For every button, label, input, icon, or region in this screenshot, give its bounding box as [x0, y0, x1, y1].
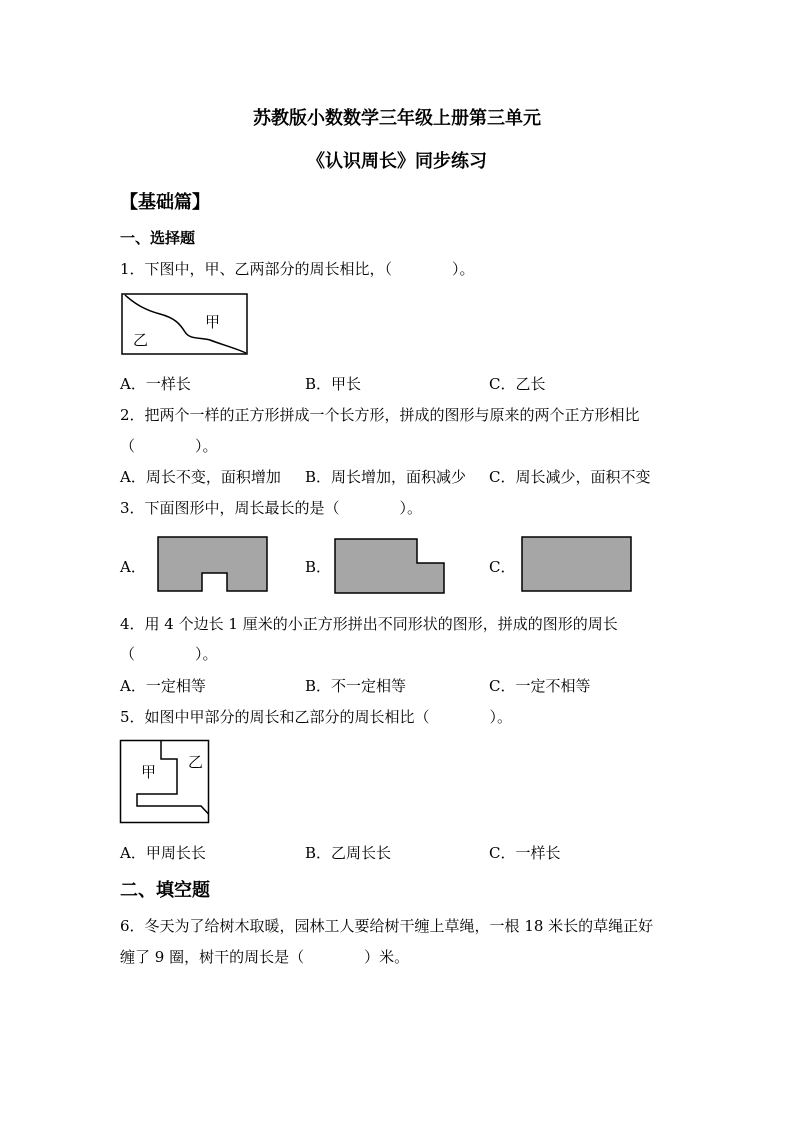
q1-option-a: A．一样长 — [120, 375, 191, 393]
q5-label-yi: 乙 — [188, 753, 204, 771]
q3-shape-a — [157, 536, 269, 593]
q2-text-line1: 2．把两个一样的正方形拼成一个长方形，拼成的图形与原来的两个正方形相比 — [120, 406, 640, 424]
q3-text: 3．下面图形中，周长最长的是（ ）。 — [120, 499, 423, 517]
q2-option-c: C．周长减少，面积不变 — [489, 468, 651, 486]
q5-option-c: C．一样长 — [489, 844, 561, 862]
q2-text-line2: （ ）。 — [120, 437, 218, 455]
q2-option-b: B．周长增加，面积减少 — [305, 468, 467, 486]
q1-label-jia: 甲 — [205, 313, 221, 331]
q3-option-a: A． — [120, 558, 146, 576]
q1-option-b: B．甲长 — [305, 375, 362, 393]
q4-text-line1: 4．用 4 个边长 1 厘米的小正方形拼出不同形状的图形，拼成的图形的周长 — [120, 615, 618, 633]
q5-label-jia: 甲 — [141, 763, 157, 781]
q6-text-line1: 6．冬天为了给树木取暖，园林工人要给树干缠上草绳，一根 18 米长的草绳正好 — [120, 917, 654, 935]
q1-option-c: C．乙长 — [489, 375, 546, 393]
part2-heading: 二、填空题 — [120, 880, 210, 901]
q3-shape-c — [521, 536, 633, 593]
q4-text-line2: （ ）。 — [120, 645, 218, 663]
q2-option-a: A．周长不变，面积增加 — [120, 468, 281, 486]
document-subtitle: 《认识周长》同步练习 — [307, 151, 487, 172]
q4-option-a: A．一定相等 — [120, 677, 206, 695]
part1-heading: 一、选择题 — [120, 229, 196, 247]
q6-text-line2: 缠了 9 圈，树干的周长是（ ）米。 — [120, 948, 410, 966]
q1-label-yi: 乙 — [133, 331, 149, 349]
q5-option-b: B．乙周长长 — [305, 844, 392, 862]
document-title: 苏教版小数数学三年级上册第三单元 — [253, 108, 541, 129]
q4-option-b: B．不一定相等 — [305, 677, 407, 695]
q3-shape-b — [334, 538, 446, 595]
section-basic-heading: 【基础篇】 — [120, 192, 210, 213]
q1-text: 1．下图中，甲、乙两部分的周长相比，（ ）。 — [120, 260, 475, 278]
q3-option-b: B． — [305, 558, 332, 576]
q3-option-c: C． — [489, 558, 516, 576]
q5-text: 5．如图中甲部分的周长和乙部分的周长相比（ ）。 — [120, 708, 513, 726]
q4-option-c: C．一定不相等 — [489, 677, 591, 695]
q5-option-a: A．甲周长长 — [120, 844, 206, 862]
